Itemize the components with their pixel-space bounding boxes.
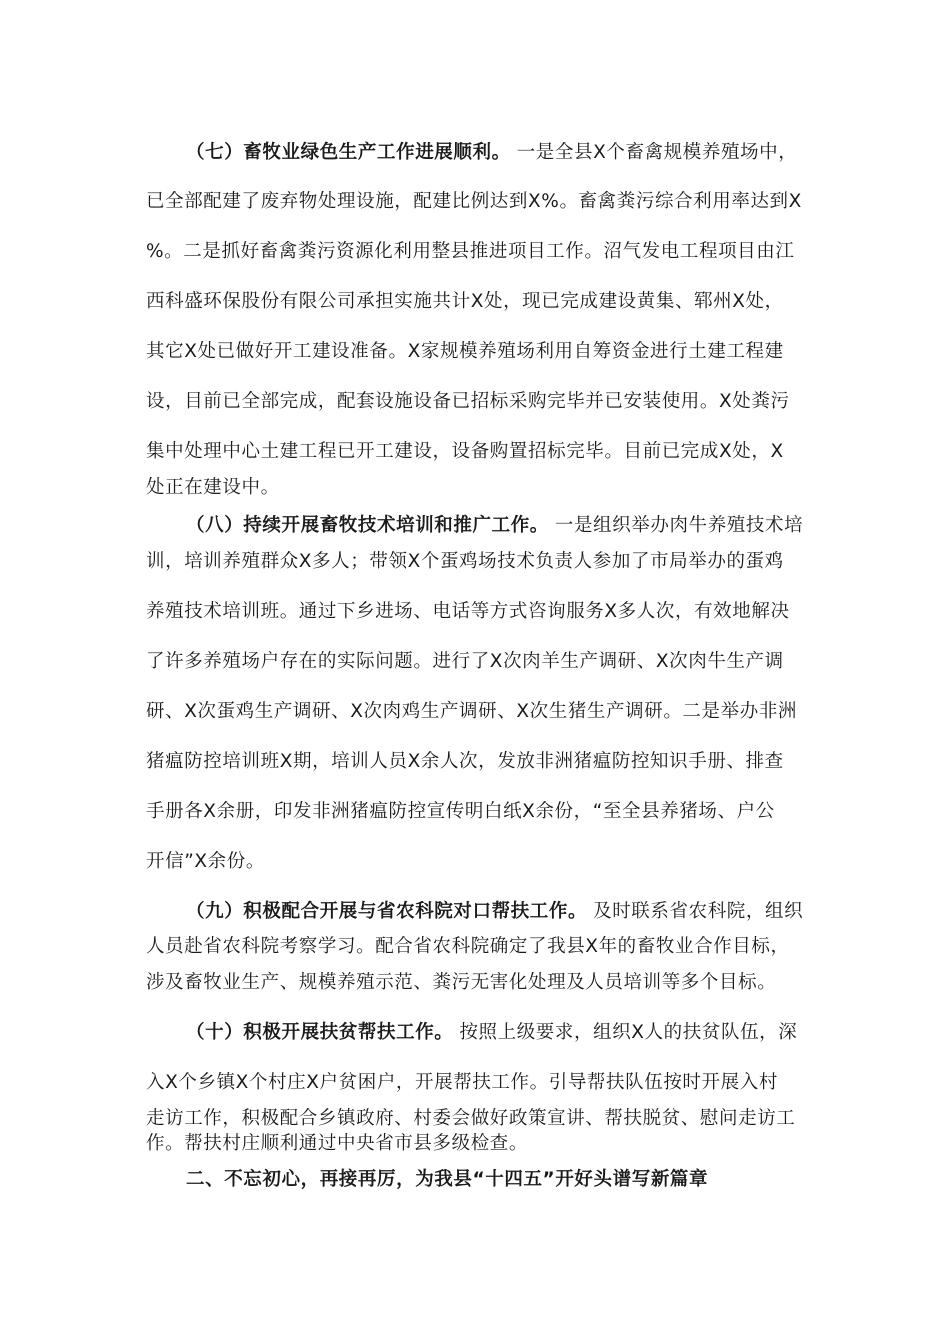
- paragraph-7-line-6: 设，目前已全部完成，配套设施设备已招标采购完毕并已安装使用。X处粪污: [146, 391, 790, 412]
- paragraph-10-line-4: 作。帮扶村庄顺利通过中央省市县多级检查。: [146, 1133, 529, 1154]
- paragraph-8-line-8: 开信”X余份。: [146, 851, 265, 872]
- paragraph-8-line-5: 研、X次蛋鸡生产调研、X次肉鸡生产调研、X次生猪生产调研。二是举办非洲: [146, 701, 798, 722]
- paragraph-10-line-2: 入X个乡镇X个村庄X户贫困户，开展帮扶工作。引导帮扶队伍按时开展入村: [146, 1072, 778, 1093]
- paragraph-10-heading: （十）积极开展扶贫帮扶工作。: [186, 1022, 454, 1043]
- paragraph-7-line-7: 集中处理中心土建工程已开工建设，设备购置招标完毕。目前已完成X处，X: [146, 441, 784, 462]
- paragraph-7-line-8: 处正在建设中。: [146, 477, 280, 498]
- paragraph-9-line-3: 涉及畜牧业生产、规模养殖示范、粪污无害化处理及人员培训等多个目标。: [146, 972, 777, 993]
- paragraph-10-line-1: [186, 1020, 797, 1046]
- paragraph-8-line-4: 了许多养殖场户存在的实际问题。进行了X次肉羊生产调研、X次肉牛生产调: [146, 651, 784, 672]
- paragraph-7-line-2: 已全部配建了废弃物处理设施，配建比例达到X%。畜禽粪污综合利用率达到X: [146, 191, 802, 212]
- paragraph-9-line-1: [186, 899, 803, 925]
- paragraph-8-text: 一是组织举办肉牛养殖技术培: [554, 515, 804, 536]
- paragraph-9-line-2: 人员赴省农科院考察学习。配合省农科院确定了我县X年的畜牧业合作目标，: [146, 936, 790, 957]
- paragraph-8-line-3: 养殖技术培训班。通过下乡进场、电话等方式咨询服务X多人次，有效地解决: [146, 601, 790, 622]
- paragraph-9-heading: （九）积极配合开展与省农科院对口帮扶工作。: [186, 901, 588, 922]
- paragraph-7-line-5: 其它X处已做好开工建设准备。X家规模养殖场利用自筹资金进行土建工程建: [146, 341, 784, 362]
- paragraph-8-heading: （八）持续开展畜牧技术培训和推广工作。: [186, 515, 549, 536]
- paragraph-7-line-3: %。二是抓好畜禽粪污资源化利用整县推进项目工作。沼气发电工程项目由江: [146, 241, 795, 262]
- paragraph-7-line-1: [186, 140, 802, 166]
- paragraph-7-heading: （七）畜牧业绿色生产工作进展顺利。: [186, 142, 511, 163]
- paragraph-8-line-2: 训，培训养殖群众X多人；带领X个蛋鸡场技术负责人参加了市局举办的蛋鸡: [146, 551, 784, 572]
- section-heading: 二、不忘初心，再接再厉，为我县“十四五”开好头谱写新篇章: [186, 1169, 709, 1190]
- paragraph-8-line-6: 猪瘟防控培训班X期，培训人员X余人次，发放非洲猪瘟防控知识手册、排查: [146, 751, 784, 772]
- paragraph-7-text: 一是全县X个畜禽规模养殖场中，: [516, 142, 798, 163]
- paragraph-8-line-1: [186, 513, 803, 539]
- paragraph-10-text: 按照上级要求，组织X人的扶贫队伍，深: [459, 1022, 798, 1043]
- paragraph-9-text: 及时联系省农科院，组织: [593, 901, 804, 922]
- paragraph-8-line-7: 手册各X余册，印发非洲猪瘟防控宣传明白纸X余份，“至全县养猪场、户公: [146, 801, 775, 822]
- paragraph-10-line-3: 走访工作，积极配合乡镇政府、村委会做好政策宣讲、帮扶脱贫、慰问走访工: [146, 1108, 796, 1129]
- paragraph-7-line-4: 西科盛环保股份有限公司承担实施共计X处，现已完成建设黄集、郓州X处，: [146, 291, 784, 312]
